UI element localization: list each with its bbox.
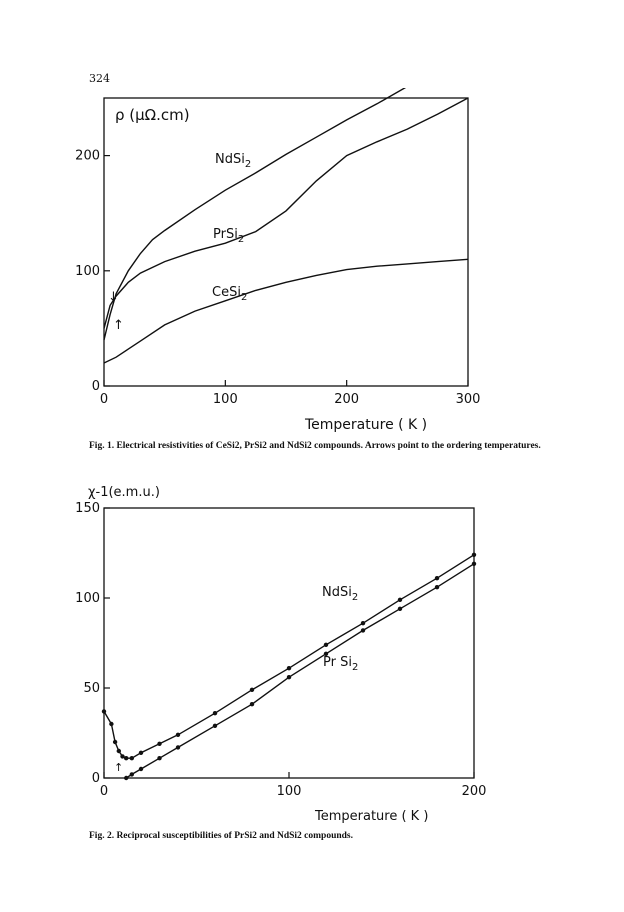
- plot-frame: [104, 98, 468, 386]
- data-point-ndsi2: [176, 733, 180, 737]
- data-point-ndsi2: [157, 742, 161, 746]
- x-tick-label: 200: [461, 784, 487, 799]
- data-point-ndsi2: [124, 756, 128, 760]
- y-tick-label: 0: [91, 379, 100, 394]
- data-point-prsi2: [250, 702, 254, 706]
- data-point-ndsi2: [324, 643, 328, 647]
- data-point-ndsi2: [250, 688, 254, 692]
- ordering-arrow-up: ↑: [114, 761, 124, 774]
- y-tick-label: 200: [75, 148, 100, 164]
- data-point-prsi2: [287, 675, 291, 679]
- series-label-prsi2: Pr $Si_2$: [323, 655, 359, 673]
- series-label-prsi2: PrSi$_2$: [213, 227, 245, 245]
- figure-1-resistivity-chart: [0, 88, 624, 438]
- series-line-cesi2: [104, 259, 468, 363]
- data-point-prsi2: [361, 628, 365, 632]
- x-tick-label: 200: [334, 392, 360, 407]
- data-point-ndsi2: [113, 740, 117, 744]
- series-label-cesi2: CeSi$_2$: [212, 285, 248, 303]
- data-point-ndsi2: [287, 666, 291, 670]
- y-tick-label: 100: [75, 263, 100, 279]
- data-point-ndsi2: [130, 756, 134, 760]
- data-point-ndsi2: [117, 749, 121, 753]
- data-point-prsi2: [176, 745, 180, 749]
- page-number: 324: [89, 72, 110, 85]
- x-tick-label: 0: [99, 784, 109, 799]
- y-tick-label: 150: [75, 501, 100, 516]
- data-point-prsi2: [124, 776, 128, 780]
- figure-2-caption: Fig. 2. Reciprocal susceptibilities of PrSi2 and NdSi2 compounds.: [89, 831, 354, 841]
- ordering-arrow-up: ↑: [113, 318, 124, 333]
- x-tick-label: 300: [455, 392, 481, 407]
- data-point-ndsi2: [361, 621, 365, 625]
- series-line-ndsi2: [104, 88, 438, 340]
- x-tick-label: 0: [99, 392, 109, 407]
- y-axis-label: χ-1(e.m.u.): [88, 486, 160, 500]
- y-tick-label: 0: [91, 771, 100, 786]
- series-label-ndsi2: NdSi$_2$: [215, 152, 252, 170]
- ordering-arrow-down: ↓: [108, 290, 119, 305]
- data-point-ndsi2: [435, 576, 439, 580]
- data-point-prsi2: [472, 562, 476, 566]
- y-tick-label: 50: [83, 681, 100, 696]
- x-axis-label: Temperature ( K ): [315, 809, 429, 824]
- data-point-ndsi2: [398, 598, 402, 602]
- data-point-prsi2: [398, 607, 402, 611]
- data-point-ndsi2: [139, 751, 143, 755]
- plot-frame: [104, 508, 474, 778]
- y-axis-label: ρ (μΩ.cm): [115, 106, 190, 124]
- data-point-ndsi2: [213, 711, 217, 715]
- data-point-ndsi2: [102, 709, 106, 713]
- data-point-prsi2: [435, 585, 439, 589]
- series-label-ndsi2: NdSi$_2$: [322, 585, 359, 603]
- data-point-prsi2: [130, 772, 134, 776]
- data-point-ndsi2: [109, 722, 113, 726]
- data-point-prsi2: [139, 767, 143, 771]
- series-line-prsi2: [104, 98, 468, 328]
- y-tick-label: 100: [75, 591, 100, 606]
- data-point-prsi2: [213, 724, 217, 728]
- figure-2-susceptibility-chart: [0, 486, 624, 826]
- figure-1-caption: Fig. 1. Electrical resistivities of CeSi2, PrSi2 and NdSi2 compounds. Arrows point to the ordering temperatures.: [89, 441, 541, 451]
- data-point-ndsi2: [472, 553, 476, 557]
- x-tick-label: 100: [276, 784, 302, 799]
- x-tick-label: 100: [212, 392, 238, 407]
- x-axis-label: Temperature ( K ): [305, 417, 428, 433]
- data-point-prsi2: [157, 756, 161, 760]
- series-line-ndsi2: [104, 555, 474, 758]
